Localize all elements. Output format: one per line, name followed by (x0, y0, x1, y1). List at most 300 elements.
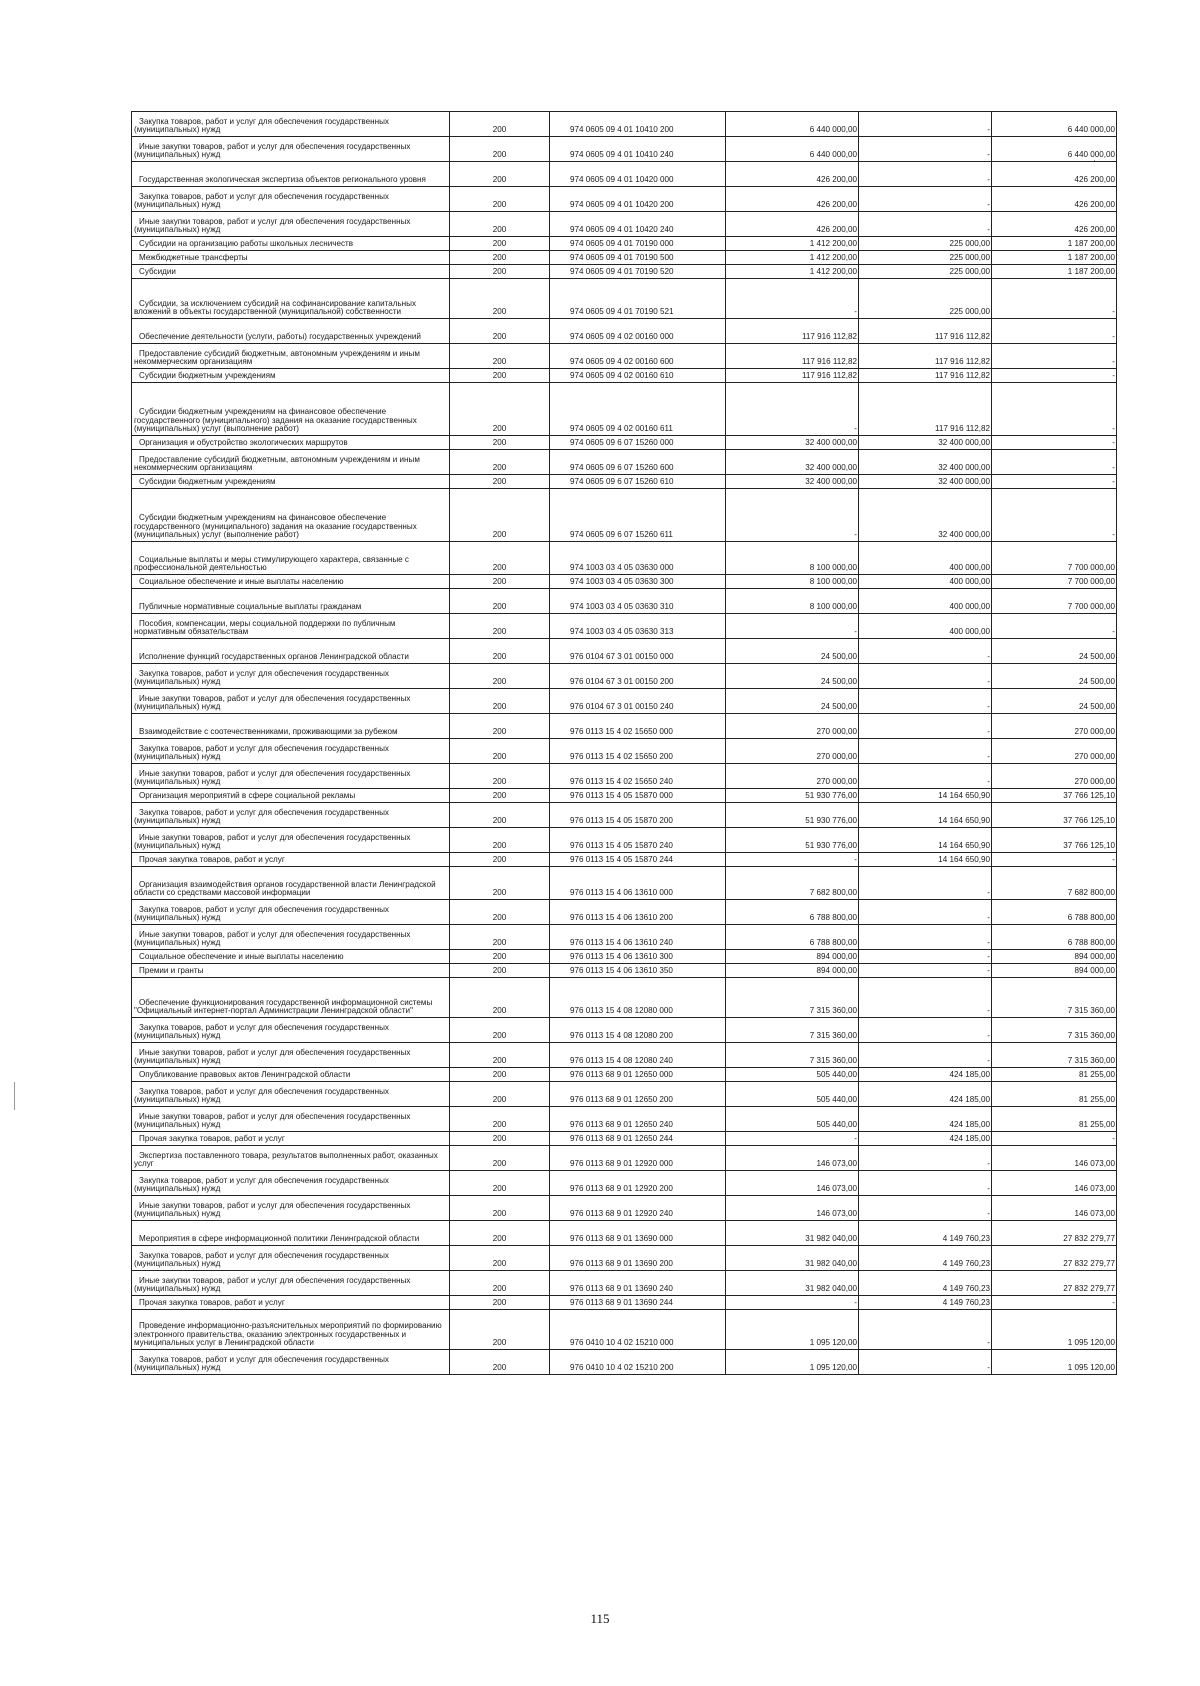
row-amount-3-cell: 6 788 800,00 (992, 925, 1117, 950)
table-row (132, 1271, 1117, 1296)
page-number: 115 (590, 1611, 610, 1626)
row-name-cell: Социальные выплаты и меры стимулирующего характера, связанные с профессиональной деятельностью (132, 542, 450, 575)
row-amount-3-cell: 7 700 000,00 (992, 542, 1117, 575)
row-name-cell: Иные закупки товаров, работ и услуг для обеспечения государственных (муниципальных) нужд (132, 1271, 450, 1296)
budget-table-body (132, 112, 1117, 1375)
row-code-cell: 200 (450, 344, 550, 369)
row-amount-3-cell: 6 788 800,00 (992, 900, 1117, 925)
row-kbk-cell: 976 0113 15 4 05 15870 000 (550, 789, 726, 803)
table-row (132, 1107, 1117, 1132)
row-amount-2-cell: - (859, 964, 992, 978)
table-row (132, 237, 1117, 251)
row-amount-2-cell: 424 185,00 (859, 1132, 992, 1146)
row-amount-3-cell: 7 700 000,00 (992, 589, 1117, 614)
row-amount-3-cell: 426 200,00 (992, 212, 1117, 237)
row-amount-1-cell: 117 916 112,82 (726, 369, 859, 383)
row-name-cell: Субсидии бюджетным учреждениям (132, 475, 450, 489)
row-amount-3-cell: 146 073,00 (992, 1196, 1117, 1221)
row-amount-2-cell: 14 164 650,90 (859, 853, 992, 867)
row-amount-1-cell: 31 982 040,00 (726, 1246, 859, 1271)
row-amount-2-cell: 32 400 000,00 (859, 436, 992, 450)
row-amount-1-cell: 32 400 000,00 (726, 436, 859, 450)
row-code-cell: 200 (450, 475, 550, 489)
row-name-cell: Субсидии бюджетным учреждениям (132, 369, 450, 383)
row-amount-3-cell: 37 766 125,10 (992, 828, 1117, 853)
row-amount-1-cell: - (726, 279, 859, 319)
row-kbk-cell: 976 0113 15 4 02 15650 000 (550, 714, 726, 739)
table-row (132, 162, 1117, 187)
row-name-cell: Субсидии бюджетным учреждениям на финансовое обеспечение государственного (муниципального) задания на оказание государственных (муниципальных) услуг (выполнение работ) (132, 383, 450, 436)
table-row (132, 212, 1117, 237)
row-code-cell: 200 (450, 237, 550, 251)
row-name-cell: Иные закупки товаров, работ и услуг для обеспечения государственных (муниципальных) нужд (132, 137, 450, 162)
row-code-cell: 200 (450, 279, 550, 319)
row-name-cell: Государственная экологическая экспертиза объектов регионального уровня (132, 162, 450, 187)
table-row (132, 436, 1117, 450)
table-row (132, 265, 1117, 279)
row-amount-2-cell: 4 149 760,23 (859, 1221, 992, 1246)
row-amount-2-cell: 32 400 000,00 (859, 489, 992, 542)
row-name-cell: Закупка товаров, работ и услуг для обеспечения государственных (муниципальных) нужд (132, 112, 450, 137)
row-amount-2-cell: 225 000,00 (859, 237, 992, 251)
row-amount-1-cell: 51 930 776,00 (726, 828, 859, 853)
row-kbk-cell: 976 0113 15 4 05 15870 244 (550, 853, 726, 867)
row-amount-3-cell: 1 187 200,00 (992, 237, 1117, 251)
row-amount-2-cell: - (859, 112, 992, 137)
row-amount-1-cell: 270 000,00 (726, 714, 859, 739)
row-kbk-cell: 974 0605 09 4 01 10420 200 (550, 187, 726, 212)
row-name-cell: Прочая закупка товаров, работ и услуг (132, 1132, 450, 1146)
row-amount-1-cell: 7 315 360,00 (726, 978, 859, 1018)
row-amount-1-cell: 1 095 120,00 (726, 1350, 859, 1375)
row-amount-2-cell: 225 000,00 (859, 279, 992, 319)
row-amount-1-cell: 505 440,00 (726, 1107, 859, 1132)
row-name-cell: Закупка товаров, работ и услуг для обеспечения государственных (муниципальных) нужд (132, 803, 450, 828)
row-amount-1-cell: - (726, 489, 859, 542)
row-code-cell: 200 (450, 112, 550, 137)
row-amount-3-cell: 27 832 279,77 (992, 1246, 1117, 1271)
row-code-cell: 200 (450, 1296, 550, 1310)
row-name-cell: Обеспечение функционирования государственной информационной системы "Официальный интернет-портал Администрации Ленинградской области" (132, 978, 450, 1018)
row-kbk-cell: 974 0605 09 4 01 10420 240 (550, 212, 726, 237)
row-kbk-cell: 976 0410 10 4 02 15210 200 (550, 1350, 726, 1375)
row-amount-3-cell: 27 832 279,77 (992, 1221, 1117, 1246)
row-amount-1-cell: 31 982 040,00 (726, 1271, 859, 1296)
row-amount-3-cell: 894 000,00 (992, 964, 1117, 978)
row-amount-2-cell: 32 400 000,00 (859, 475, 992, 489)
row-kbk-cell: 976 0113 68 9 01 12650 200 (550, 1082, 726, 1107)
row-amount-3-cell: 6 440 000,00 (992, 137, 1117, 162)
row-amount-2-cell: - (859, 950, 992, 964)
row-code-cell: 200 (450, 1310, 550, 1350)
row-amount-3-cell: 24 500,00 (992, 639, 1117, 664)
row-amount-1-cell: 270 000,00 (726, 764, 859, 789)
row-code-cell: 200 (450, 383, 550, 436)
row-code-cell: 200 (450, 714, 550, 739)
table-row (132, 1246, 1117, 1271)
row-code-cell: 200 (450, 689, 550, 714)
row-kbk-cell: 974 1003 03 4 05 03630 313 (550, 614, 726, 639)
row-amount-2-cell: 14 164 650,90 (859, 789, 992, 803)
row-amount-1-cell: - (726, 383, 859, 436)
row-code-cell: 200 (450, 639, 550, 664)
row-amount-3-cell: - (992, 1132, 1117, 1146)
row-amount-1-cell: - (726, 614, 859, 639)
row-kbk-cell: 976 0113 68 9 01 13690 244 (550, 1296, 726, 1310)
table-row (132, 1310, 1117, 1350)
table-row (132, 475, 1117, 489)
row-kbk-cell: 976 0113 68 9 01 12650 240 (550, 1107, 726, 1132)
table-row (132, 789, 1117, 803)
row-code-cell: 200 (450, 1132, 550, 1146)
row-code-cell: 200 (450, 1068, 550, 1082)
table-row (132, 1146, 1117, 1171)
row-kbk-cell: 974 0605 09 6 07 15260 610 (550, 475, 726, 489)
table-row (132, 664, 1117, 689)
row-amount-1-cell: 1 412 200,00 (726, 237, 859, 251)
table-row (132, 689, 1117, 714)
row-amount-3-cell: 27 832 279,77 (992, 1271, 1117, 1296)
row-amount-2-cell: 117 916 112,82 (859, 383, 992, 436)
row-amount-2-cell: 4 149 760,23 (859, 1296, 992, 1310)
row-code-cell: 200 (450, 575, 550, 589)
row-amount-2-cell: - (859, 162, 992, 187)
row-amount-3-cell: 81 255,00 (992, 1082, 1117, 1107)
table-row (132, 764, 1117, 789)
row-code-cell: 200 (450, 764, 550, 789)
row-kbk-cell: 976 0104 67 3 01 00150 200 (550, 664, 726, 689)
row-amount-3-cell: 146 073,00 (992, 1146, 1117, 1171)
row-amount-2-cell: - (859, 639, 992, 664)
table-row (132, 1043, 1117, 1068)
row-name-cell: Пособия, компенсации, меры социальной поддержки по публичным нормативным обязательствам (132, 614, 450, 639)
row-kbk-cell: 974 0605 09 4 02 00160 600 (550, 344, 726, 369)
row-name-cell: Закупка товаров, работ и услуг для обеспечения государственных (муниципальных) нужд (132, 664, 450, 689)
row-amount-1-cell: 1 412 200,00 (726, 251, 859, 265)
row-amount-3-cell: 426 200,00 (992, 187, 1117, 212)
row-name-cell: Мероприятия в сфере информационной политики Ленинградской области (132, 1221, 450, 1246)
row-name-cell: Межбюджетные трансферты (132, 251, 450, 265)
row-code-cell: 200 (450, 614, 550, 639)
row-amount-3-cell: 270 000,00 (992, 739, 1117, 764)
table-row (132, 853, 1117, 867)
table-row (132, 964, 1117, 978)
row-name-cell: Прочая закупка товаров, работ и услуг (132, 1296, 450, 1310)
table-row (132, 187, 1117, 212)
row-amount-3-cell: 7 315 360,00 (992, 1043, 1117, 1068)
row-amount-3-cell: 7 700 000,00 (992, 575, 1117, 589)
row-amount-3-cell: 146 073,00 (992, 1171, 1117, 1196)
row-name-cell: Обеспечение деятельности (услуги, работы) государственных учреждений (132, 319, 450, 344)
row-amount-3-cell: - (992, 279, 1117, 319)
row-kbk-cell: 974 0605 09 4 01 10410 240 (550, 137, 726, 162)
row-amount-2-cell: - (859, 689, 992, 714)
scan-artifact-mark (1094, 160, 1095, 161)
row-amount-1-cell: 6 788 800,00 (726, 925, 859, 950)
table-row (132, 867, 1117, 900)
table-row (132, 639, 1117, 664)
table-row (132, 575, 1117, 589)
table-row (132, 251, 1117, 265)
row-amount-2-cell: - (859, 714, 992, 739)
row-kbk-cell: 976 0113 15 4 08 12080 200 (550, 1018, 726, 1043)
row-kbk-cell: 976 0113 68 9 01 13690 000 (550, 1221, 726, 1246)
row-amount-3-cell: 37 766 125,10 (992, 803, 1117, 828)
row-name-cell: Иные закупки товаров, работ и услуг для обеспечения государственных (муниципальных) нужд (132, 1196, 450, 1221)
table-row (132, 803, 1117, 828)
row-name-cell: Взаимодействие с соотечественниками, проживающими за рубежом (132, 714, 450, 739)
row-amount-3-cell: - (992, 489, 1117, 542)
row-amount-3-cell: - (992, 475, 1117, 489)
row-code-cell: 200 (450, 853, 550, 867)
table-row (132, 112, 1117, 137)
row-kbk-cell: 974 0605 09 4 01 70190 520 (550, 265, 726, 279)
table-row (132, 1196, 1117, 1221)
row-amount-3-cell: - (992, 383, 1117, 436)
row-amount-1-cell: 31 982 040,00 (726, 1221, 859, 1246)
row-name-cell: Иные закупки товаров, работ и услуг для обеспечения государственных (муниципальных) нужд (132, 764, 450, 789)
row-amount-3-cell: 1 187 200,00 (992, 265, 1117, 279)
row-amount-1-cell: 117 916 112,82 (726, 344, 859, 369)
row-code-cell: 200 (450, 137, 550, 162)
row-amount-2-cell: 424 185,00 (859, 1107, 992, 1132)
row-amount-1-cell: 7 682 800,00 (726, 867, 859, 900)
row-amount-1-cell: 7 315 360,00 (726, 1043, 859, 1068)
row-name-cell: Субсидии бюджетным учреждениям на финансовое обеспечение государственного (муниципального) задания на оказание государственных (муниципальных) услуг (выполнение работ) (132, 489, 450, 542)
row-code-cell: 200 (450, 950, 550, 964)
row-amount-3-cell: 1 095 120,00 (992, 1310, 1117, 1350)
row-code-cell: 200 (450, 867, 550, 900)
row-amount-3-cell: - (992, 1296, 1117, 1310)
row-name-cell: Иные закупки товаров, работ и услуг для обеспечения государственных (муниципальных) нужд (132, 689, 450, 714)
row-kbk-cell: 974 0605 09 4 01 70190 521 (550, 279, 726, 319)
row-amount-3-cell: 7 682 800,00 (992, 867, 1117, 900)
row-name-cell: Предоставление субсидий бюджетным, автономным учреждениям и иным некоммерческим организациям (132, 344, 450, 369)
row-name-cell: Закупка товаров, работ и услуг для обеспечения государственных (муниципальных) нужд (132, 900, 450, 925)
row-amount-2-cell: 400 000,00 (859, 589, 992, 614)
row-amount-1-cell: - (726, 853, 859, 867)
row-kbk-cell: 976 0113 68 9 01 12650 244 (550, 1132, 726, 1146)
row-amount-1-cell: 51 930 776,00 (726, 803, 859, 828)
row-amount-3-cell: - (992, 450, 1117, 475)
row-amount-1-cell: 426 200,00 (726, 187, 859, 212)
row-name-cell: Социальное обеспечение и иные выплаты населению (132, 950, 450, 964)
row-amount-2-cell: - (859, 1196, 992, 1221)
table-row (132, 1350, 1117, 1375)
row-amount-1-cell: 426 200,00 (726, 162, 859, 187)
row-kbk-cell: 974 0605 09 4 02 00160 610 (550, 369, 726, 383)
row-kbk-cell: 974 0605 09 4 02 00160 000 (550, 319, 726, 344)
row-code-cell: 200 (450, 589, 550, 614)
row-code-cell: 200 (450, 489, 550, 542)
row-amount-2-cell: - (859, 867, 992, 900)
row-name-cell: Субсидии (132, 265, 450, 279)
row-code-cell: 200 (450, 1246, 550, 1271)
row-kbk-cell: 976 0113 68 9 01 13690 240 (550, 1271, 726, 1296)
row-code-cell: 200 (450, 1018, 550, 1043)
row-amount-2-cell: 4 149 760,23 (859, 1246, 992, 1271)
table-row (132, 978, 1117, 1018)
table-row (132, 925, 1117, 950)
row-amount-1-cell: 24 500,00 (726, 639, 859, 664)
row-amount-3-cell: 7 315 360,00 (992, 1018, 1117, 1043)
row-amount-1-cell: 32 400 000,00 (726, 475, 859, 489)
row-amount-1-cell: 6 788 800,00 (726, 900, 859, 925)
row-amount-2-cell: 14 164 650,90 (859, 803, 992, 828)
row-kbk-cell: 976 0113 68 9 01 12920 000 (550, 1146, 726, 1171)
row-amount-1-cell: 6 440 000,00 (726, 137, 859, 162)
row-code-cell: 200 (450, 1171, 550, 1196)
row-code-cell: 200 (450, 265, 550, 279)
row-kbk-cell: 976 0113 68 9 01 12650 000 (550, 1068, 726, 1082)
table-row (132, 1171, 1117, 1196)
row-kbk-cell: 974 1003 03 4 05 03630 310 (550, 589, 726, 614)
row-amount-1-cell: 505 440,00 (726, 1068, 859, 1082)
row-kbk-cell: 976 0113 15 4 08 12080 240 (550, 1043, 726, 1068)
row-amount-3-cell: 37 766 125,10 (992, 789, 1117, 803)
row-name-cell: Иные закупки товаров, работ и услуг для обеспечения государственных (муниципальных) нужд (132, 1107, 450, 1132)
row-kbk-cell: 974 0605 09 4 02 00160 611 (550, 383, 726, 436)
row-name-cell: Премии и гранты (132, 964, 450, 978)
row-amount-3-cell: 270 000,00 (992, 764, 1117, 789)
row-code-cell: 200 (450, 1043, 550, 1068)
row-name-cell: Исполнение функций государственных органов Ленинградской области (132, 639, 450, 664)
row-name-cell: Закупка товаров, работ и услуг для обеспечения государственных (муниципальных) нужд (132, 1350, 450, 1375)
table-row (132, 614, 1117, 639)
row-amount-3-cell: - (992, 436, 1117, 450)
row-amount-2-cell: - (859, 1146, 992, 1171)
row-amount-1-cell: 270 000,00 (726, 739, 859, 764)
row-code-cell: 200 (450, 251, 550, 265)
table-row (132, 1296, 1117, 1310)
row-amount-2-cell: - (859, 664, 992, 689)
table-row (132, 1018, 1117, 1043)
row-amount-2-cell: - (859, 978, 992, 1018)
row-code-cell: 200 (450, 925, 550, 950)
scan-artifact-mark (14, 1082, 15, 1110)
row-name-cell: Субсидии, за исключением субсидий на софинансирование капитальных вложений в объекты государственной (муниципальной) собственности (132, 279, 450, 319)
row-amount-1-cell: 894 000,00 (726, 950, 859, 964)
table-row (132, 828, 1117, 853)
table-row (132, 319, 1117, 344)
row-amount-2-cell: - (859, 1350, 992, 1375)
row-amount-1-cell: 7 315 360,00 (726, 1018, 859, 1043)
row-amount-2-cell: 400 000,00 (859, 575, 992, 589)
row-name-cell: Организация мероприятий в сфере социальной рекламы (132, 789, 450, 803)
row-code-cell: 200 (450, 1107, 550, 1132)
row-kbk-cell: 976 0104 67 3 01 00150 000 (550, 639, 726, 664)
row-amount-3-cell: 1 095 120,00 (992, 1350, 1117, 1375)
row-amount-1-cell: 8 100 000,00 (726, 575, 859, 589)
row-code-cell: 200 (450, 789, 550, 803)
row-name-cell: Закупка товаров, работ и услуг для обеспечения государственных (муниципальных) нужд (132, 1171, 450, 1196)
row-kbk-cell: 976 0113 15 4 06 13610 300 (550, 950, 726, 964)
table-row (132, 1068, 1117, 1082)
row-amount-1-cell: 8 100 000,00 (726, 589, 859, 614)
row-name-cell: Иные закупки товаров, работ и услуг для обеспечения государственных (муниципальных) нужд (132, 828, 450, 853)
table-row (132, 1132, 1117, 1146)
row-amount-2-cell: 424 185,00 (859, 1082, 992, 1107)
row-kbk-cell: 974 1003 03 4 05 03630 300 (550, 575, 726, 589)
row-amount-2-cell: - (859, 900, 992, 925)
row-amount-3-cell: 426 200,00 (992, 162, 1117, 187)
row-kbk-cell: 976 0113 68 9 01 12920 240 (550, 1196, 726, 1221)
row-amount-3-cell: 24 500,00 (992, 664, 1117, 689)
row-amount-1-cell: 505 440,00 (726, 1082, 859, 1107)
row-amount-1-cell: 146 073,00 (726, 1196, 859, 1221)
row-kbk-cell: 976 0104 67 3 01 00150 240 (550, 689, 726, 714)
row-kbk-cell: 974 0605 09 4 01 70190 000 (550, 237, 726, 251)
row-code-cell: 200 (450, 803, 550, 828)
row-code-cell: 200 (450, 978, 550, 1018)
row-code-cell: 200 (450, 1350, 550, 1375)
row-name-cell: Организация и обустройство экологических маршрутов (132, 436, 450, 450)
row-code-cell: 200 (450, 187, 550, 212)
table-row (132, 542, 1117, 575)
table-row (132, 344, 1117, 369)
row-amount-2-cell: - (859, 764, 992, 789)
row-amount-2-cell: - (859, 739, 992, 764)
row-amount-1-cell: 146 073,00 (726, 1171, 859, 1196)
row-code-cell: 200 (450, 1221, 550, 1246)
row-amount-3-cell: 894 000,00 (992, 950, 1117, 964)
row-kbk-cell: 976 0113 15 4 06 13610 240 (550, 925, 726, 950)
row-code-cell: 200 (450, 369, 550, 383)
row-name-cell: Социальное обеспечение и иные выплаты населению (132, 575, 450, 589)
row-amount-3-cell: - (992, 369, 1117, 383)
row-amount-2-cell: - (859, 925, 992, 950)
row-amount-1-cell: 1 095 120,00 (726, 1310, 859, 1350)
row-amount-2-cell: - (859, 212, 992, 237)
row-name-cell: Иные закупки товаров, работ и услуг для обеспечения государственных (муниципальных) нужд (132, 1043, 450, 1068)
row-amount-3-cell: - (992, 853, 1117, 867)
row-amount-2-cell: 117 916 112,82 (859, 344, 992, 369)
row-kbk-cell: 976 0113 15 4 06 13610 000 (550, 867, 726, 900)
table-row (132, 900, 1117, 925)
row-name-cell: Закупка товаров, работ и услуг для обеспечения государственных (муниципальных) нужд (132, 1018, 450, 1043)
row-amount-1-cell: 1 412 200,00 (726, 265, 859, 279)
row-amount-3-cell: - (992, 614, 1117, 639)
row-amount-3-cell: 6 440 000,00 (992, 112, 1117, 137)
row-amount-1-cell: 8 100 000,00 (726, 542, 859, 575)
row-amount-1-cell: 894 000,00 (726, 964, 859, 978)
table-row (132, 1082, 1117, 1107)
table-row (132, 950, 1117, 964)
row-kbk-cell: 976 0113 68 9 01 13690 200 (550, 1246, 726, 1271)
row-code-cell: 200 (450, 1271, 550, 1296)
row-name-cell: Экспертиза поставленного товара, результатов выполненных работ, оказанных услуг (132, 1146, 450, 1171)
row-name-cell: Закупка товаров, работ и услуг для обеспечения государственных (муниципальных) нужд (132, 1246, 450, 1271)
row-amount-2-cell: 14 164 650,90 (859, 828, 992, 853)
row-amount-2-cell: - (859, 187, 992, 212)
row-code-cell: 200 (450, 436, 550, 450)
row-amount-2-cell: 32 400 000,00 (859, 450, 992, 475)
row-kbk-cell: 974 0605 09 4 01 70190 500 (550, 251, 726, 265)
row-amount-3-cell: 24 500,00 (992, 689, 1117, 714)
row-amount-1-cell: - (726, 1296, 859, 1310)
row-code-cell: 200 (450, 162, 550, 187)
row-amount-3-cell: 81 255,00 (992, 1107, 1117, 1132)
row-code-cell: 200 (450, 450, 550, 475)
row-amount-1-cell: 32 400 000,00 (726, 450, 859, 475)
row-code-cell: 200 (450, 1146, 550, 1171)
row-kbk-cell: 976 0113 15 4 05 15870 240 (550, 828, 726, 853)
row-amount-1-cell: 6 440 000,00 (726, 112, 859, 137)
row-code-cell: 200 (450, 739, 550, 764)
table-row (132, 739, 1117, 764)
row-kbk-cell: 974 0605 09 6 07 15260 000 (550, 436, 726, 450)
table-row (132, 1221, 1117, 1246)
